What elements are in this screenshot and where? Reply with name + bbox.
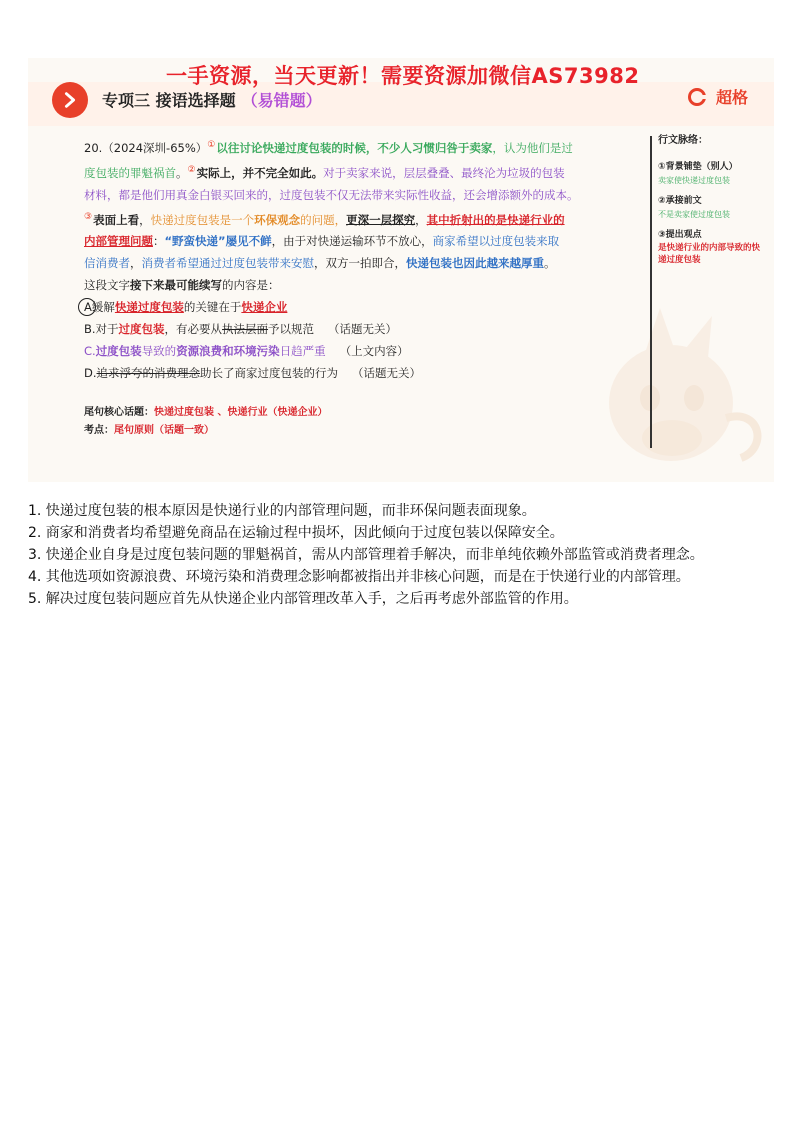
option-text: 过度包装 (118, 322, 165, 337)
passage-segment: 快递包装也因此越来越厚重 (406, 256, 544, 271)
option-note: （上文内容） (339, 344, 409, 359)
sentence-marker-3: ③ (84, 211, 93, 222)
passage-segment: ： (153, 234, 165, 249)
prompt-segment: 的内容是： (222, 278, 280, 293)
sidebar-step-3: ③提出观点 (658, 230, 702, 240)
option-text: 缓解 (91, 300, 115, 315)
option-text: 快递企业 (241, 300, 288, 315)
option-text: 快递过度包装 (114, 300, 184, 315)
option-text: 资源浪费和环境污染 (176, 344, 280, 359)
passage-segment: 实际上，并不完全如此。 (196, 165, 324, 180)
option-text: C. (84, 344, 96, 359)
brand-logo (688, 85, 748, 108)
summary-topic (84, 404, 327, 422)
sentence-marker-2: ② (187, 164, 196, 175)
section-title-text: 专项三 接语选择题 (102, 91, 236, 110)
question-passage (84, 134, 644, 384)
passage-line (84, 159, 644, 184)
sentence-marker-1: ① (207, 140, 216, 150)
chevron-right-icon (52, 82, 88, 118)
passage-line (84, 252, 644, 274)
sidebar-title: 行文脉络： (658, 135, 708, 146)
passage-segment: ， (130, 256, 142, 271)
option-text: 过度包装 (95, 344, 142, 359)
passage-segment: 过度包装不仅无法带来实际性收益，还会增添额外的成本。 (279, 187, 579, 202)
note-item: 3. 快递企业自身是过度包装问题的罪魁祸首，需从内部管理着手解决，而非单纯依赖外部监管或消费者理念。 (28, 547, 704, 563)
note-item: 4. 其他选项如资源浪费、环境污染和消费理念影响都被指出并非核心问题，而是在于快递行业的内部管理。 (28, 569, 690, 585)
question-prompt (84, 274, 644, 296)
passage-segment: 内部管理问题 (84, 234, 153, 249)
brand-g-icon (688, 88, 706, 106)
sidebar-step-2: ②承接前文 (658, 196, 702, 206)
option-note: （话题无关） (328, 322, 398, 337)
option-letter: A (84, 300, 92, 315)
sidebar-divider (650, 136, 652, 448)
passage-segment: 其中折射出的是快递行业的 (426, 212, 565, 227)
note-item: 1. 快递过度包装的根本原因是快递行业的内部管理问题，而非环保问题表面现象。 (28, 503, 536, 519)
sidebar-step-1: ①背景铺垫（别人） (658, 162, 738, 172)
passage-segment: “野蛮快递”屡见不鲜 (164, 234, 272, 249)
option-text: 追求浮夸的消费理念 (96, 366, 201, 381)
passage-segment: 。 (544, 256, 556, 271)
summary-value: 快递过度包装 、快递行业（快递企业） (154, 407, 328, 418)
option-d[interactable] (84, 362, 644, 384)
option-text: D. (84, 366, 97, 381)
sidebar-step-3-note: 是快递行业的内部导致的快递过度包装 (658, 243, 761, 265)
passage-segment: 快递过度包装是一个 (150, 212, 255, 227)
option-text: 予以规范 (268, 322, 315, 337)
option-text: 助长了商家过度包装的行为 (200, 366, 339, 381)
summary-key: 尾句核心话题： (84, 407, 154, 418)
passage-line (84, 134, 644, 159)
prompt-segment: 这段文字 (84, 278, 130, 293)
option-c[interactable] (84, 340, 644, 362)
sidebar-step-1-note: 卖家使快递过度包装 (658, 176, 730, 185)
passage-segment: 环保观念 (254, 212, 301, 227)
option-note: （话题无关） (352, 366, 422, 381)
passage-segment: ，认为他们是过 (492, 140, 573, 155)
option-text: 执法层面 (222, 322, 269, 337)
passage-segment: ，由于对快递运输环节不放心， (271, 234, 433, 249)
passage-segment: ， (139, 212, 151, 227)
note-item: 5. 解决过度包装问题应首先从快递企业内部管理改革入手，之后再考虑外部监管的作用。 (28, 591, 578, 607)
passage-segment: 材料，都是他们用真金白银买回来的， (84, 187, 280, 202)
passage-segment: 商家希望以过度包装来取 (432, 234, 560, 249)
option-text: 日趋严重 (279, 344, 326, 359)
option-text: 导致的 (141, 344, 177, 359)
passage-segment: 度包装的罪魁祸首 (84, 165, 176, 180)
passage-line (84, 206, 644, 231)
question-number: 20.（2024深圳-65%） (84, 140, 208, 155)
passage-segment: 的问题， (300, 212, 347, 227)
lesson-slide (28, 58, 774, 482)
passage-segment: 更深一层探究 (346, 212, 416, 227)
option-a[interactable] (84, 296, 644, 318)
passage-line (84, 184, 644, 206)
summary-key: 考点： (84, 425, 114, 436)
option-text: ，有必要从 (164, 322, 223, 337)
structure-sidebar (658, 134, 768, 266)
summary-point (84, 422, 327, 440)
brand-name: 超格 (715, 88, 748, 107)
section-title (102, 88, 322, 111)
passage-segment: 对于卖家来说，层层叠叠、最终沦为垃圾的包装 (323, 165, 565, 180)
note-item: 2. 商家和消费者均希望避免商品在运输过程中损坏，因此倾向于过度包装以保障安全。 (28, 525, 564, 541)
option-b[interactable] (84, 318, 644, 340)
passage-segment: 表面上看 (93, 212, 140, 227)
passage-segment: ，双方一拍即合， (314, 256, 406, 271)
passage-segment: ， (415, 212, 427, 227)
section-tag: （易错题） (241, 91, 322, 110)
explanation-notes (28, 500, 772, 610)
answer-summary (84, 404, 327, 440)
prompt-segment: 接下来最可能续写 (130, 278, 222, 293)
option-text: 的关键在于 (183, 300, 242, 315)
watermark-text: 一手资源，当天更新！需要资源加微信AS73982 (166, 64, 640, 88)
summary-value: 尾句原则（话题一致） (114, 425, 214, 436)
passage-segment: 信消费者 (84, 256, 130, 271)
passage-line (84, 230, 644, 252)
passage-segment: 。 (176, 165, 188, 180)
passage-segment: 以往讨论快递过度包装的时候，不少人习惯归咎于卖家 (216, 140, 493, 155)
option-text: B.对于 (84, 322, 119, 337)
sidebar-step-2-note: 不是卖家使过度包装 (658, 210, 730, 219)
passage-segment: 消费者希望通过过度包装带来安慰 (141, 256, 314, 271)
